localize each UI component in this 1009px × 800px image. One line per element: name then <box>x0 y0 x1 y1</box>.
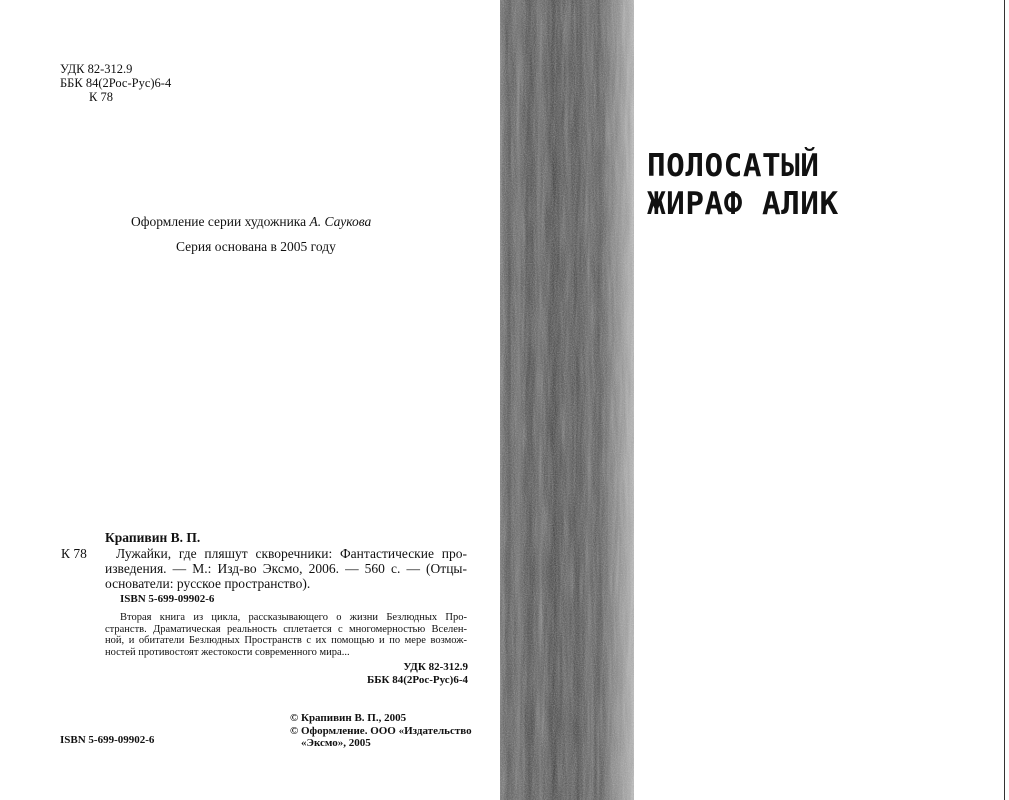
series-designer: А. Саукова <box>309 214 372 229</box>
annotation-line: Вторая книга из цикла, рассказывающего о жизни Безлюдных Про- <box>120 612 467 623</box>
bbk-code: ББК 84(2Рос-Рус)6-4 <box>60 76 172 90</box>
catalog-bbk: ББК 84(2Рос-Рус)6-4 <box>366 674 468 686</box>
series-design-credit <box>131 214 371 230</box>
book-title-line: ЖИРАФ АЛИК <box>647 186 839 222</box>
catalog-annotation <box>105 612 467 658</box>
catalog-description-line: изведения. — М.: Изд-во Эксмо, 2006. — 560 с. — (Отцы- <box>105 561 467 576</box>
udk-code: УДК 82-312.9 <box>60 62 133 76</box>
author-mark: К 78 <box>89 90 113 104</box>
catalog-author-mark: К 78 <box>61 546 87 561</box>
annotation-line: странств. Драматическая реальность сплетается с многомерностью Вселен- <box>105 623 467 635</box>
catalog-description <box>105 546 467 591</box>
catalog-description-line: Лужайки, где пляшут скворечники: Фантастические про- <box>116 546 467 561</box>
imprint-page <box>0 0 498 800</box>
catalog-isbn: ISBN 5-699-09902-6 <box>120 593 215 605</box>
classification-codes <box>60 62 171 104</box>
book-title-line: ПОЛОСАТЫЙ <box>647 148 820 184</box>
catalog-author: Крапивин В. П. <box>105 530 201 545</box>
series-design-prefix: Оформление серии художника <box>131 214 307 229</box>
copyright-line: «Эксмо», 2005 <box>301 737 371 749</box>
annotation-line: ной, и обитатели Безлюдных Пространств с их помощью и по мере возмож- <box>105 635 467 646</box>
page-edge <box>1004 0 1005 800</box>
copyright-block <box>290 712 472 750</box>
series-founded: Серия основана в 2005 году <box>176 239 336 254</box>
catalog-udk: УДК 82-312.9 <box>403 661 468 673</box>
copyright-line: © Крапивин В. П., 2005 <box>290 712 407 724</box>
book-title <box>647 147 839 223</box>
catalog-codes <box>300 661 468 687</box>
footer-isbn: ISBN 5-699-09902-6 <box>60 734 155 746</box>
copyright-line: © Оформление. ООО «Издательство <box>290 724 472 737</box>
catalog-description-line: основатели: русское пространство). <box>105 576 311 591</box>
title-page <box>498 0 1009 800</box>
annotation-line: ностей противостоят жестокости современного мира... <box>105 646 350 658</box>
